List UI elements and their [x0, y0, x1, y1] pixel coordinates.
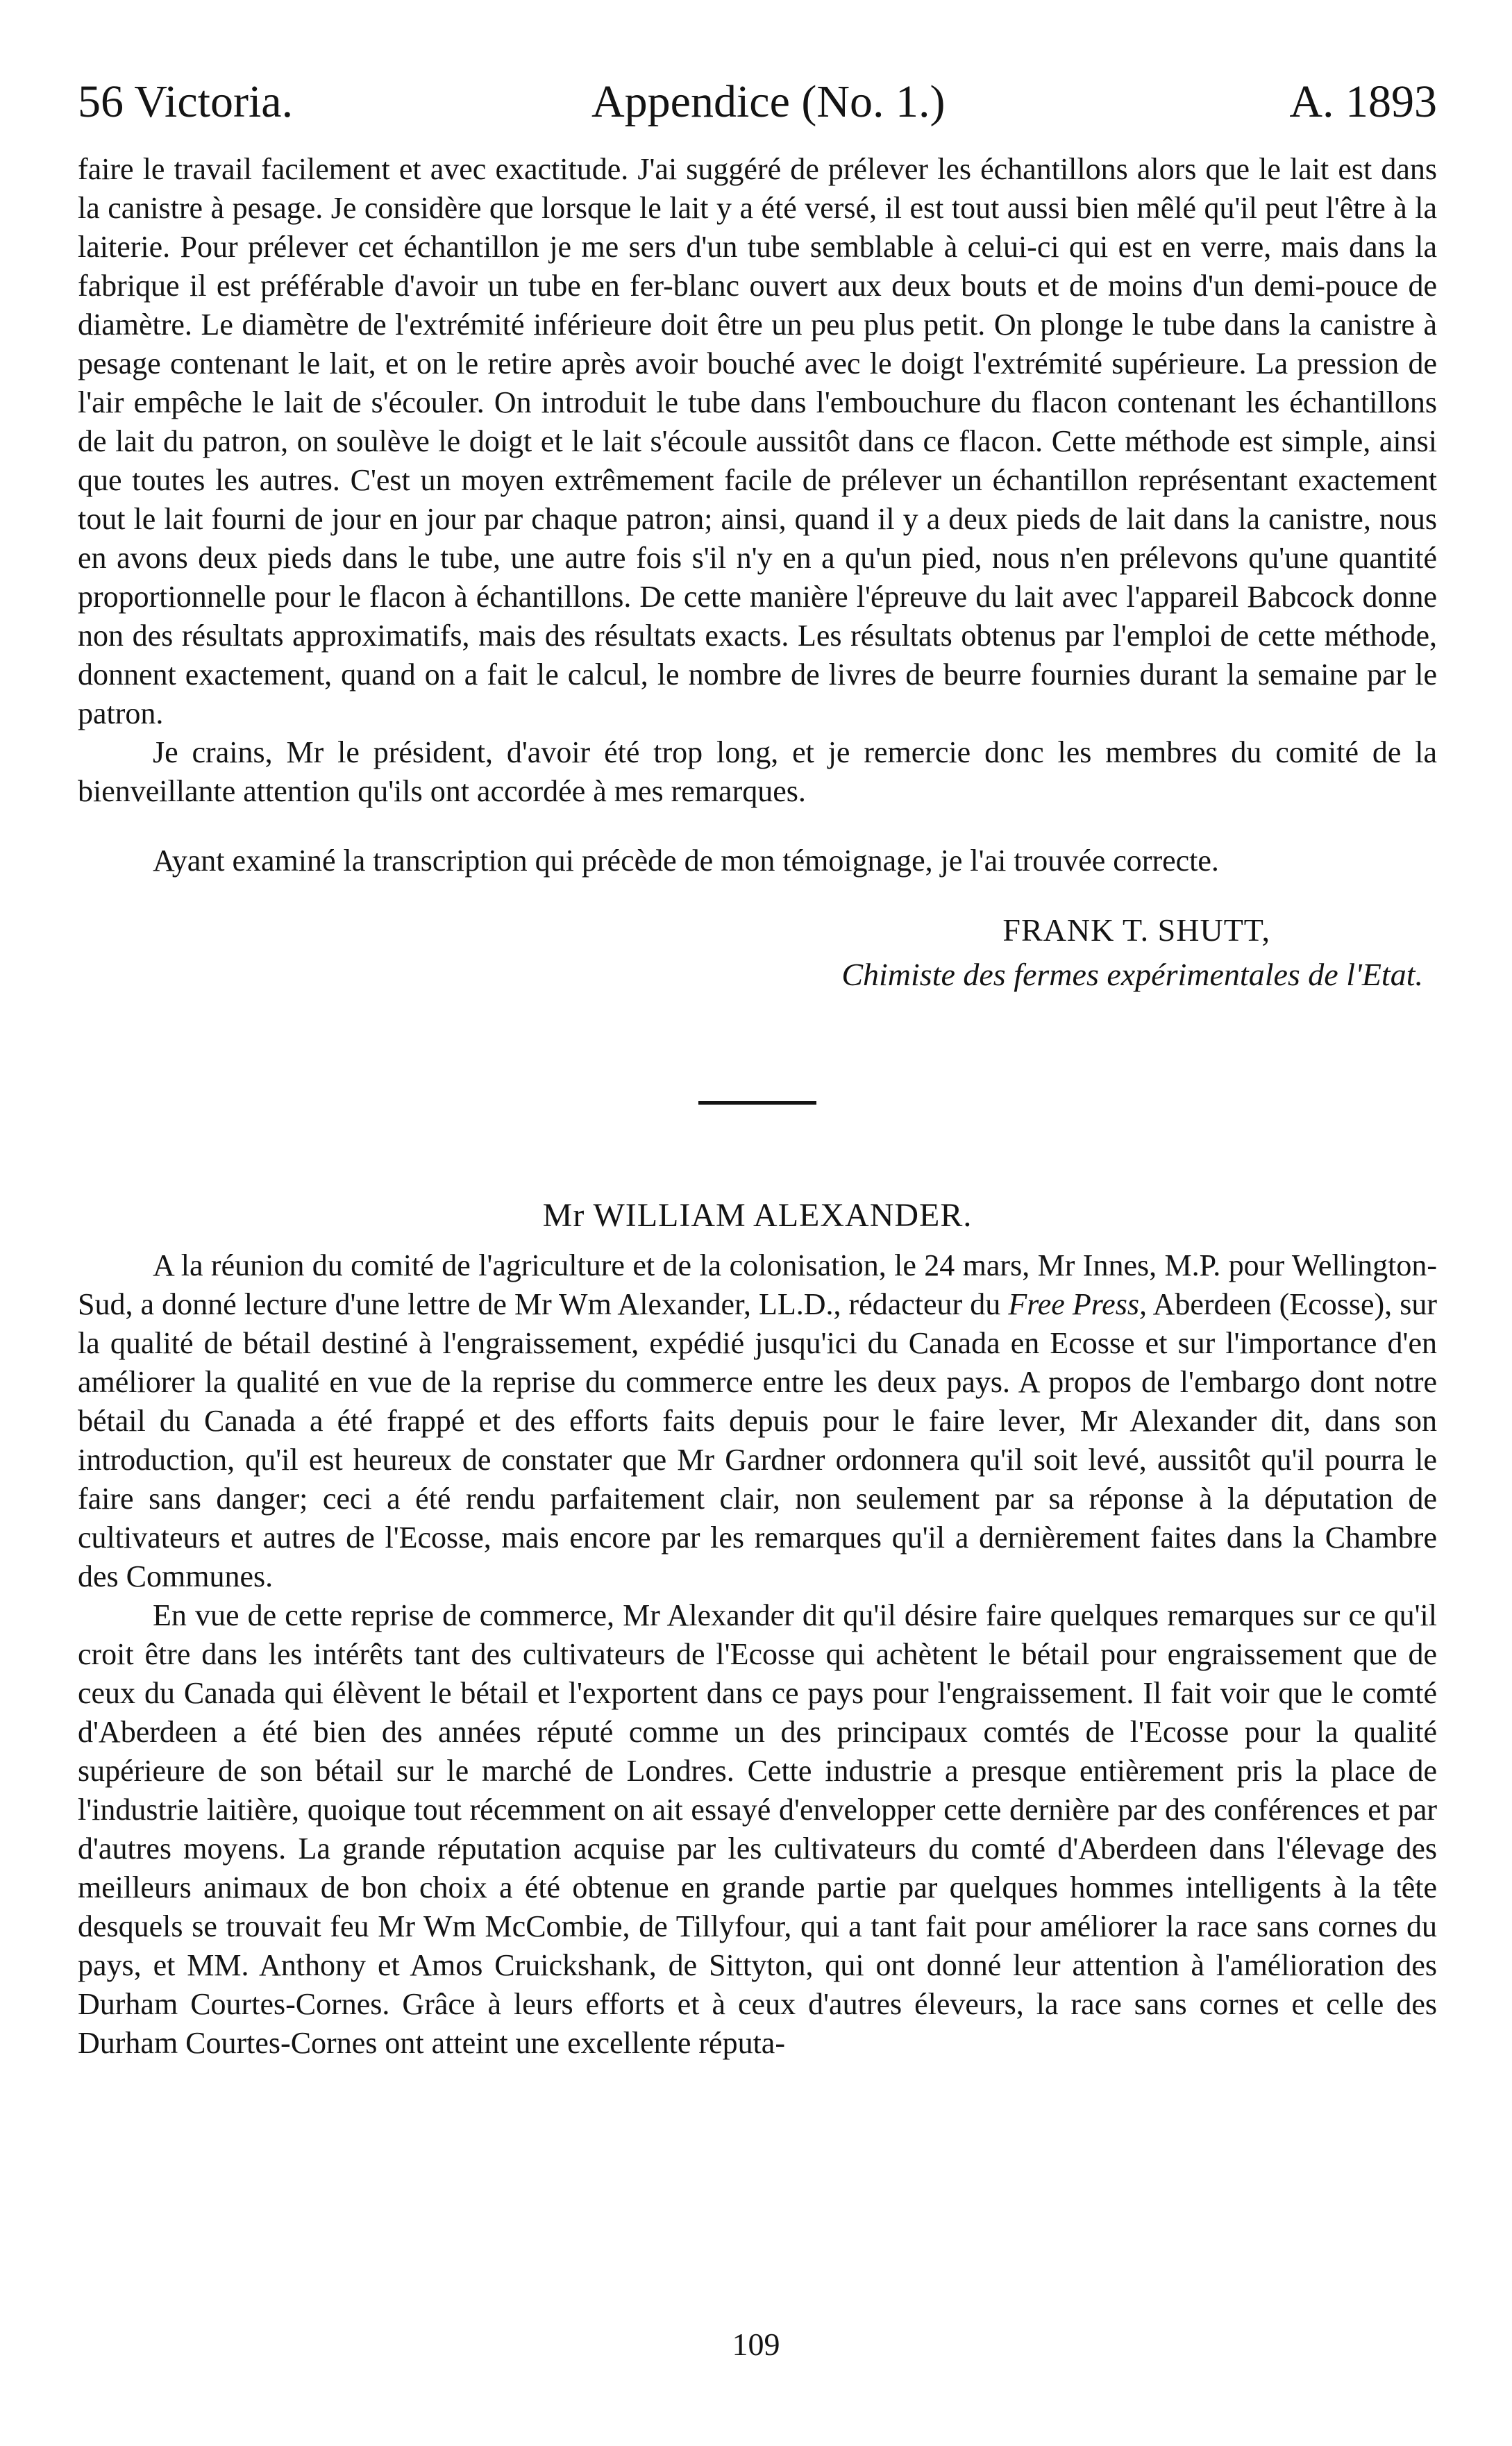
header-session: 56 Victoria.	[78, 76, 294, 127]
heading-prefix: Mr	[542, 1197, 585, 1234]
paragraph-transcription-note: Ayant examiné la transcription qui précède de mon témoignage, je l'ai trouvée correcte.	[153, 844, 1219, 878]
header-year: A. 1893	[1289, 76, 1437, 127]
p4-text-b: Aberdeen (Ecosse), sur la qualité de bétail destiné à l'engraissement, expédié jusqu'ici du Canada en Ecosse et sur l'importance d'en améliorer la qualité en vue de la reprise du commerce entre les deux pays. A propos de l'embargo dont notre bétail du Canada a été frappé et des efforts faits depuis pour le faire lever, Mr Alexander dit, dans son introduction, qu'il est heureux de constater que Mr Gardner ordonnera qu'il soit levé, aussitôt qu'il pourra le faire sans danger; ceci a été rendu parfaitement clair, non seulement par sa réponse à la députation de cultivateurs et autres de l'Ecosse, mais encore par les remarques qu'il a dernièrement faites dans la Chambre des Communes.	[78, 1287, 1437, 1593]
signature-name: FRANK T. SHUTT,	[1002, 912, 1270, 948]
signature-block	[78, 908, 1437, 997]
paragraph-closing-thanks: Je crains, Mr le président, d'avoir été trop long, et je remercie donc les membres du comité de la bienveillante attention qu'ils ont accordée à mes remarques.	[78, 735, 1437, 808]
signature-title: Chimiste des fermes expérimentales de l'Etat.	[841, 957, 1423, 992]
newspaper-title: Free Press,	[1008, 1287, 1147, 1321]
paragraph-committee-meeting	[78, 1246, 1437, 1596]
section-divider	[698, 1101, 816, 1105]
paragraph-trade-remarks: En vue de cette reprise de commerce, Mr Alexander dit qu'il désire faire quelques remarques sur ce qu'il croit être dans les intérêts tant des cultivateurs de l'Ecosse qui achètent le bétail pour engraissement que de ceux du Canada qui élèvent le bétail et l'exportent dans ce pays pour l'engraissement. Il fait voir que le comté d'Aberdeen a été bien des années réputé comme un des principaux comtés de l'Ecosse pour la qualité supérieure de son bétail sur le marché de Londres. Cette industrie a presque entièrement pris la place de l'industrie laitière, quoique tout récemment on ait essayé d'envelopper cette dernière par des conférences et par d'autres moyens. La grande réputation acquise par les cultivateurs du comté d'Aberdeen dans l'élevage des meilleurs animaux de bon choix a été obtenue en grande partie par quelques hommes intelligents à la tête desquels se trouvait feu Mr Wm McCombie, de Tillyfour, qui a tant fait pour améliorer la race sans cornes du pays, et MM. Anthony et Amos Cruickshank, de Sittyton, qui ont donné leur attention à l'amélioration des Durham Courtes-Cornes. Grâce à leurs efforts et à ceux d'autres éleveurs, la race sans cornes et celle des Durham Courtes-Cornes ont atteint une excellente réputa-	[78, 1598, 1437, 2060]
section-heading	[78, 1195, 1437, 1237]
p4-text-a: A la réunion du comité de l'agriculture et de la colonisation, le 24 mars, Mr Innes, M.P. pour Wellington-Sud, a donné lecture d'une lettre de Mr Wm Alexander, LL.D., rédacteur du	[78, 1248, 1437, 1321]
document-page	[78, 67, 1437, 2399]
paragraph-sampling-method: faire le travail facilement et avec exactitude. J'ai suggéré de prélever les échantillons alors que le lait est dans la canistre à pesage. Je considère que lorsque le lait y a été versé, il est tout aussi bien mêlé qu'il peut l'être à la laiterie. Pour prélever cet échantillon je me sers d'un tube semblable à celui-ci qui est en verre, mais dans la fabrique il est préférable d'avoir un tube en fer-blanc ouvert aux deux bouts et de moins d'un demi-pouce de diamètre. Le diamètre de l'extrémité inférieure doit être un peu plus petit. On plonge le tube dans la canistre à pesage contenant le lait, et on le retire après avoir bouché avec le doigt l'extrémité supérieure. La pression de l'air empêche le lait de s'écouler. On introduit le tube dans l'embouchure du flacon contenant les échantillons de lait du patron, on soulève le doigt et le lait s'écoule aussitôt dans ce flacon. Cette méthode est simple, ainsi que toutes les autres. C'est un moyen extrêmement facile de prélever un échantillon représentant exactement tout le lait fourni de jour en jour par chaque patron; ainsi, quand il y a deux pieds de lait dans la canistre, nous en avons deux pieds dans le tube, une autre fois s'il n'y en a qu'un pied, nous n'en prélevons qu'une quantité proportionnelle pour le flacon à échantillons. De cette manière l'épreuve du lait avec l'appareil Babcock donne non des résultats approximatifs, mais des résultats exacts. Les résultats obtenus par l'emploi de cette méthode, donnent exactement, quand on a fait le calcul, le nombre de livres de beurre fournies durant la semaine par le patron.	[78, 152, 1437, 730]
page-number: 109	[732, 2327, 780, 2362]
heading-name: WILLIAM ALEXANDER.	[585, 1197, 973, 1234]
page-header	[78, 67, 1437, 150]
header-appendix: Appendice (No. 1.)	[591, 76, 946, 127]
